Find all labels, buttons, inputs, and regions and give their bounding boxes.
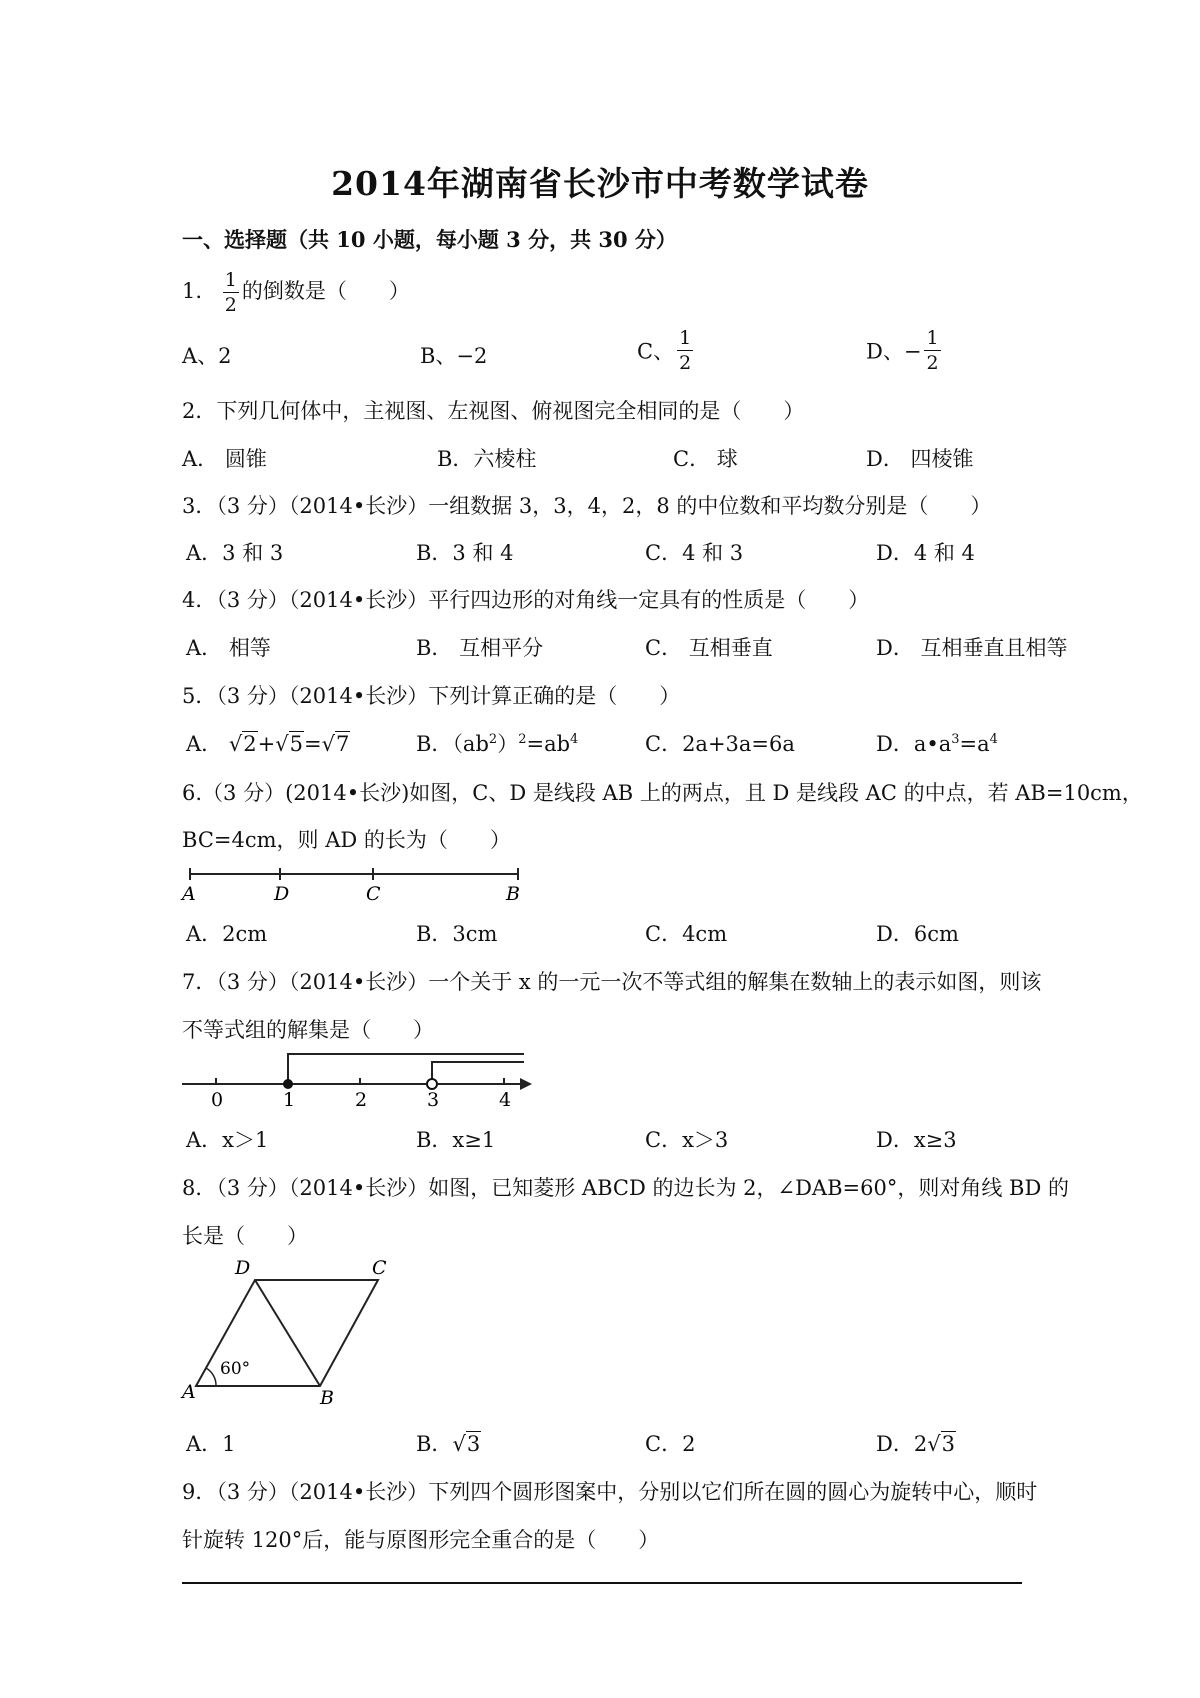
q4-option-d: D． 互相垂直且相等	[876, 636, 1068, 660]
question-4: 4．（3 分）（2014•长沙）平行四边形的对角线一定具有的性质是（ ）	[182, 588, 870, 612]
q7-option-b: B．x≥1	[416, 1128, 496, 1152]
tick-label-2: 2	[355, 1089, 368, 1110]
angle-arc-icon	[206, 1368, 216, 1386]
question-7-line1: 7．（3 分）（2014•长沙）一个关于 x 的一元一次不等式组的解集在数轴上的表示如图，则该	[182, 970, 1042, 994]
q3-option-b: B．3 和 4	[416, 541, 514, 565]
q1-fraction	[223, 268, 239, 317]
q1-option-a: A、2	[182, 344, 232, 368]
q6-option-d: D．6cm	[876, 922, 959, 946]
question-9-line1: 9．（3 分）（2014•长沙）下列四个圆形图案中，分别以它们所在圆的圆心为旋转中心，顺时	[182, 1480, 1038, 1504]
q7-option-c: C．x＞3	[645, 1128, 729, 1152]
angle-label: 60°	[220, 1359, 251, 1379]
q1-c-fraction	[677, 326, 693, 375]
label-b: B	[320, 1387, 334, 1408]
q1-d-num: 1	[926, 327, 939, 349]
q6-option-b: B．3cm	[416, 922, 498, 946]
q1-text: 的倒数是（ ）	[241, 279, 410, 303]
q1-d-prefix: D、−	[866, 339, 922, 364]
question-6-line2: BC=4cm，则 AD 的长为（ ）	[182, 828, 511, 852]
q1-c-num: 1	[679, 327, 692, 349]
q6-option-c: C．4cm	[645, 922, 728, 946]
q8-option-d: D．2√3	[876, 1432, 955, 1456]
label-c: C	[372, 1258, 387, 1279]
section-heading: 一、选择题（共 10 小题，每小题 3 分，共 30 分）	[182, 227, 677, 252]
q5-a-prefix: A．	[186, 732, 223, 756]
question-1	[182, 268, 410, 317]
page-footer-rule	[182, 1582, 1022, 1584]
q1-frac-num: 1	[224, 269, 237, 291]
question-5: 5．（3 分）（2014•长沙）下列计算正确的是（ ）	[182, 684, 681, 708]
q7-number-line-figure	[180, 1048, 540, 1110]
hollow-dot-icon	[427, 1079, 437, 1089]
q1-c-den: 2	[679, 352, 692, 374]
q2-option-a: A． 圆锥	[182, 447, 267, 471]
question-8-line1: 8．（3 分）（2014•长沙）如图，已知菱形 ABCD 的边长为 2，∠DAB=60°，则对角线 BD 的	[182, 1176, 1069, 1200]
q2-option-b: B．六棱柱	[437, 447, 537, 471]
tick-label-1: 1	[283, 1089, 296, 1110]
label-d: D	[274, 883, 290, 905]
q1-number: 1.	[182, 279, 203, 303]
tick-label-0: 0	[211, 1089, 224, 1110]
ray-from-1	[288, 1054, 524, 1084]
q1-option-b: B、−2	[420, 344, 488, 368]
q8-rhombus-figure	[180, 1258, 400, 1408]
q4-option-c: C． 互相垂直	[645, 636, 773, 660]
axis-arrow-icon	[520, 1078, 532, 1090]
tick-label-3: 3	[427, 1089, 440, 1110]
sqrt-icon: √2	[228, 732, 257, 756]
diagonal-bd	[255, 1280, 320, 1386]
q5-option-d: D．$a•a^3=a^4$	[876, 732, 998, 756]
question-9-line2: 针旋转 120°后，能与原图形完全重合的是（ ）	[182, 1528, 660, 1552]
q6-segment-figure	[180, 862, 530, 908]
q1-d-den: 2	[926, 352, 939, 374]
q8-option-a: A．1	[186, 1432, 236, 1456]
q2-option-d: D． 四棱锥	[866, 447, 974, 471]
q1-option-c	[637, 326, 696, 375]
label-c: C	[366, 883, 381, 905]
ray-from-3	[432, 1062, 524, 1084]
tick-label-4: 4	[499, 1089, 512, 1110]
label-a: A	[182, 1381, 196, 1403]
q8-option-b: B．√3	[416, 1432, 481, 1456]
label-d: D	[235, 1258, 251, 1279]
q5-option-b: B．$(ab^2)^2=ab^4$	[416, 732, 579, 756]
q8-option-c: C．2	[645, 1432, 696, 1456]
q1-c-prefix: C、	[637, 339, 675, 364]
q1-frac-den: 2	[224, 294, 237, 316]
q1-d-fraction	[924, 326, 940, 375]
solid-dot-icon	[283, 1079, 293, 1089]
q4-option-b: B． 互相平分	[416, 636, 544, 660]
question-8-line2: 长是（ ）	[182, 1224, 308, 1248]
q5-option-c: C．2a+3a=6a	[645, 732, 795, 756]
page-title: 2014年湖南省长沙市中考数学试卷	[331, 164, 869, 203]
question-6-line1: 6.（3 分）(2014•长沙)如图，C、D 是线段 AB 上的两点，且 D 是线段 AC 的中点，若 AB=10cm，	[182, 781, 1143, 805]
question-2: 2．下列几何体中，主视图、左视图、俯视图完全相同的是（ ）	[182, 399, 805, 423]
sqrt-icon: √7	[321, 732, 350, 756]
label-a: A	[182, 883, 196, 905]
sqrt-icon: √3	[452, 1432, 481, 1456]
q2-option-c: C． 球	[673, 447, 738, 471]
q3-option-c: C．4 和 3	[645, 541, 744, 565]
question-3: 3．（3 分）（2014•长沙）一组数据 3，3，4，2，8 的中位数和平均数分别是（ ）	[182, 494, 992, 518]
q6-option-a: A．2cm	[186, 922, 268, 946]
q5-option-a: A． √2+√5=√7	[186, 732, 350, 756]
q7-option-a: A．x＞1	[186, 1128, 269, 1152]
sqrt-icon: √3	[927, 1432, 955, 1456]
q1-option-d	[866, 326, 944, 375]
question-7-line2: 不等式组的解集是（ ）	[182, 1018, 434, 1042]
q4-option-a: A． 相等	[186, 636, 271, 660]
q7-option-d: D．x≥3	[876, 1128, 957, 1152]
q3-option-a: A．3 和 3	[186, 541, 284, 565]
sqrt-icon: √5	[275, 732, 303, 756]
q3-option-d: D．4 和 4	[876, 541, 975, 565]
label-b: B	[506, 883, 520, 905]
